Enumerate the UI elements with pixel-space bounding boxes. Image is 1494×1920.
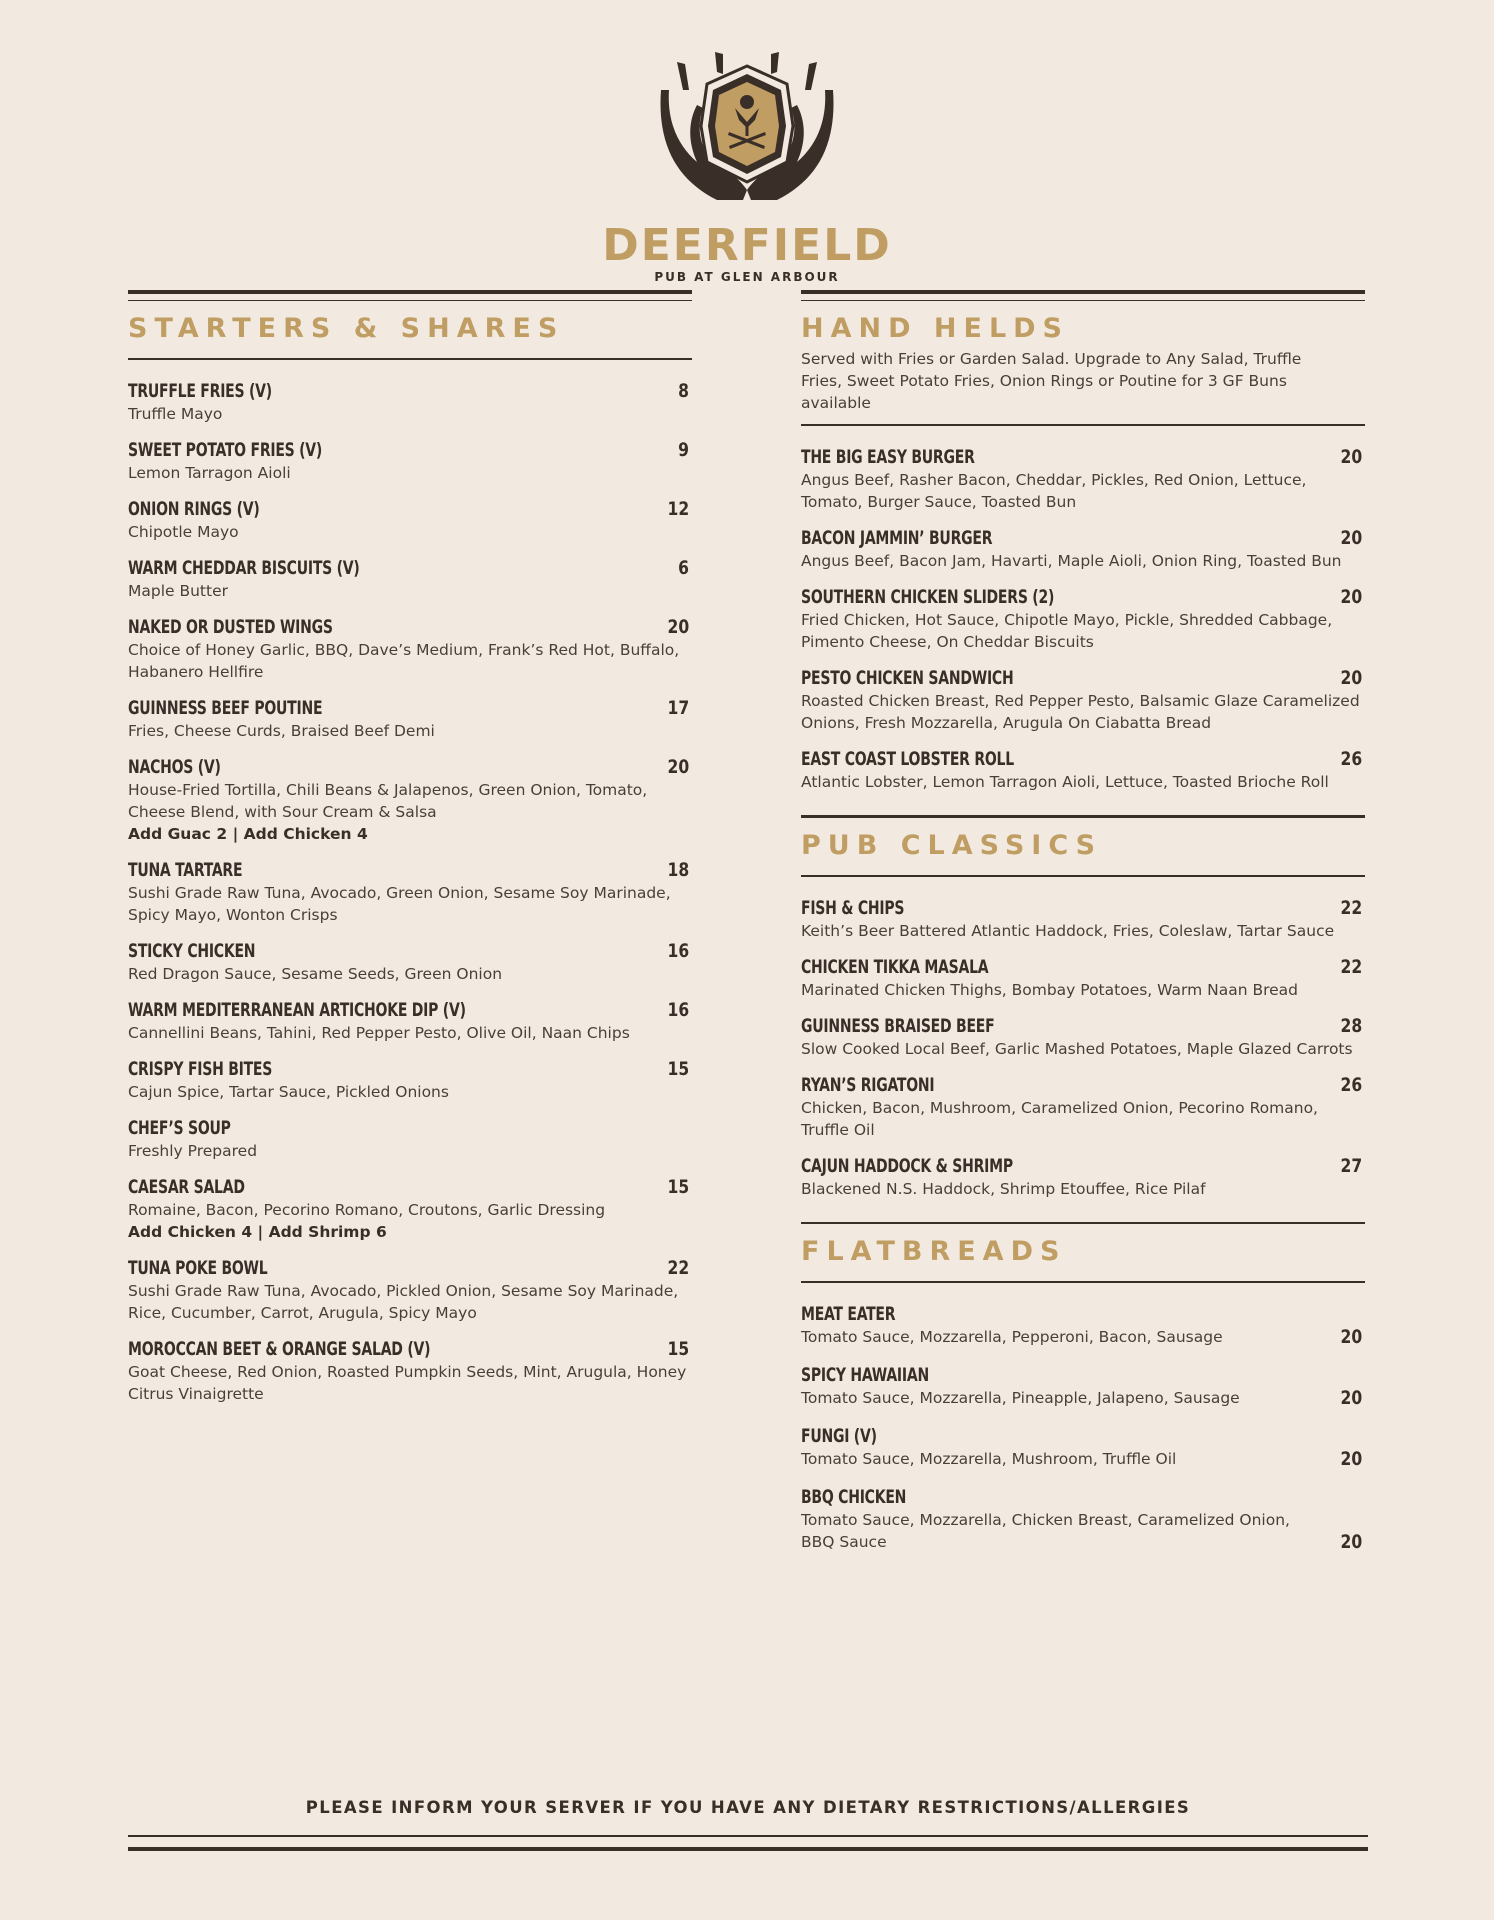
right-column — [801, 290, 1365, 1569]
menu-item-description: Cajun Spice, Tartar Sauce, Pickled Onions — [128, 1083, 449, 1101]
section-divider — [801, 815, 1365, 818]
menu-item-name: THE BIG EASY BURGER — [801, 446, 975, 468]
menu-item-header — [801, 1303, 1365, 1325]
menu-item-detail-row — [801, 1447, 1365, 1470]
menu-item-description: Choice of Honey Garlic, BBQ, Dave’s Medium, Frank’s Red Hot, Buffalo, Habanero Hellfire — [128, 641, 680, 681]
menu-item — [128, 1338, 692, 1405]
menu-item-header — [128, 557, 692, 579]
menu-item-description: Romaine, Bacon, Pecorino Romano, Croutons, Garlic Dressing — [128, 1201, 606, 1219]
menu-item-description: Cannellini Beans, Tahini, Red Pepper Pesto, Olive Oil, Naan Chips — [128, 1024, 630, 1042]
menu-item-price: 20 — [1340, 527, 1362, 549]
starters-list — [128, 360, 692, 1405]
menu-item-header — [801, 1155, 1365, 1177]
menu-item-description: Chicken, Bacon, Mushroom, Caramelized Onion, Pecorino Romano, Truffle Oil — [801, 1099, 1318, 1139]
menu-item-name: NAKED OR DUSTED WINGS — [128, 616, 333, 638]
section-divider — [801, 290, 1365, 301]
menu-item-name: MOROCCAN BEET & ORANGE SALAD (V) — [128, 1338, 431, 1360]
menu-item — [801, 1364, 1365, 1409]
menu-item-price: 9 — [677, 439, 689, 461]
menu-item-price: 22 — [667, 1257, 689, 1279]
handhelds-section — [801, 290, 1365, 793]
footer — [128, 1798, 1368, 1851]
menu-item-price: 15 — [667, 1058, 689, 1080]
menu-item-description: House-Fried Tortilla, Chili Beans & Jalapenos, Green Onion, Tomato, Cheese Blend, with Sour Cream & Salsa — [128, 781, 648, 821]
menu-item — [801, 748, 1365, 793]
menu-item-name: MEAT EATER — [801, 1303, 896, 1325]
menu-item — [801, 1155, 1365, 1200]
menu-item-name: BACON JAMMIN’ BURGER — [801, 527, 993, 549]
menu-item-description: Tomato Sauce, Mozzarella, Chicken Breast, Caramelized Onion, BBQ Sauce — [801, 1511, 1290, 1551]
menu-item-description: Blackened N.S. Haddock, Shrimp Etouffee, Rice Pilaf — [801, 1180, 1206, 1198]
menu-item-name: RYAN’S RIGATONI — [801, 1074, 935, 1096]
menu-item — [128, 380, 692, 425]
starters-section — [128, 290, 692, 1419]
menu-item-name: BBQ CHICKEN — [801, 1486, 907, 1508]
section-title-flatbreads: FLATBREADS — [801, 1236, 1067, 1267]
handhelds-intro: Served with Fries or Garden Salad. Upgrade to Any Salad, Truffle Fries, Sweet Potato Fries, Onion Rings or Poutine for 3 GF Buns available — [801, 350, 1302, 412]
menu-item — [128, 940, 692, 985]
menu-item-name: TUNA POKE BOWL — [128, 1257, 268, 1279]
menu-item-description: Fries, Cheese Curds, Braised Beef Demi — [128, 722, 435, 740]
menu-item-price: 28 — [1340, 1015, 1362, 1037]
menu-item-header — [128, 697, 692, 719]
menu-item — [128, 1176, 692, 1243]
menu-item-price: 22 — [1340, 897, 1362, 919]
menu-item-name: CAESAR SALAD — [128, 1176, 245, 1198]
menu-item-header — [128, 1338, 692, 1360]
menu-item — [128, 999, 692, 1044]
menu-item-description: Slow Cooked Local Beef, Garlic Mashed Potatoes, Maple Glazed Carrots — [801, 1040, 1353, 1058]
menu-item — [801, 956, 1365, 1001]
menu-item-header — [128, 1117, 692, 1139]
menu-item-name: SOUTHERN CHICKEN SLIDERS (2) — [801, 586, 1055, 608]
menu-item-header — [801, 897, 1365, 919]
menu-item-price: 20 — [1340, 1387, 1362, 1409]
menu-item-description: Sushi Grade Raw Tuna, Avocado, Green Onion, Sesame Soy Marinade, Spicy Mayo, Wonton Crisps — [128, 884, 671, 924]
menu-item-header — [801, 1015, 1365, 1037]
menu-item-price: 15 — [667, 1338, 689, 1360]
menu-item-header — [128, 616, 692, 638]
menu-item-header — [801, 446, 1365, 468]
menu-item — [801, 667, 1365, 734]
menu-item-header — [801, 1425, 1365, 1447]
menu-item-header — [128, 940, 692, 962]
handhelds-list — [801, 426, 1365, 793]
menu-item-name: WARM MEDITERRANEAN ARTICHOKE DIP (V) — [128, 999, 466, 1021]
footer-divider — [128, 1835, 1368, 1851]
menu-item-price: 12 — [667, 498, 689, 520]
menu-item — [128, 1117, 692, 1162]
menu-item-description: Freshly Prepared — [128, 1142, 258, 1160]
pub-classics-list — [801, 877, 1365, 1200]
menu-item-header — [801, 586, 1365, 608]
menu-item-description: Lemon Tarragon Aioli — [128, 464, 291, 482]
menu-item-detail-row — [801, 1325, 1365, 1348]
menu-item-price: 17 — [667, 697, 689, 719]
menu-item — [801, 1074, 1365, 1141]
menu-item-price: 20 — [1340, 446, 1362, 468]
menu-item-name: FISH & CHIPS — [801, 897, 905, 919]
logo — [0, 50, 1494, 284]
flatbreads-section — [801, 1222, 1365, 1553]
menu-item-header — [801, 527, 1365, 549]
flatbreads-list — [801, 1283, 1365, 1553]
menu-item-description: Red Dragon Sauce, Sesame Seeds, Green Onion — [128, 965, 503, 983]
menu-item-header — [128, 756, 692, 778]
menu-item-detail-row — [801, 1508, 1365, 1553]
menu-item — [801, 1303, 1365, 1348]
menu-item-description: Tomato Sauce, Mozzarella, Pepperoni, Bacon, Sausage — [801, 1328, 1223, 1346]
menu-item — [128, 498, 692, 543]
menu-item — [801, 1015, 1365, 1060]
menu-item-description: Chipotle Mayo — [128, 523, 239, 541]
menu-item-description: Roasted Chicken Breast, Red Pepper Pesto, Balsamic Glaze Caramelized Onions, Fresh Mozzarella, Arugula On Ciabatta Bread — [801, 692, 1360, 732]
menu-item-description: Maple Butter — [128, 582, 229, 600]
menu-item — [128, 1257, 692, 1324]
menu-item-name: CHEF’S SOUP — [128, 1117, 231, 1139]
section-title-starters: STARTERS & SHARES — [128, 313, 565, 344]
menu-item-description: Angus Beef, Bacon Jam, Havarti, Maple Aioli, Onion Ring, Toasted Bun — [801, 552, 1342, 570]
brand-subtitle: PUB AT GLEN ARBOUR — [654, 270, 840, 284]
menu-item-price: 26 — [1340, 748, 1362, 770]
menu-item-description: Keith’s Beer Battered Atlantic Haddock, Fries, Coleslaw, Tartar Sauce — [801, 922, 1335, 940]
section-divider — [801, 1222, 1365, 1224]
menu-item-header — [801, 956, 1365, 978]
menu-item-description: Marinated Chicken Thighs, Bombay Potatoes, Warm Naan Bread — [801, 981, 1298, 999]
menu-item — [128, 557, 692, 602]
menu-item-price: 20 — [1340, 586, 1362, 608]
menu-item — [801, 1486, 1365, 1553]
menu-item — [801, 446, 1365, 513]
menu-item-name: GUINNESS BEEF POUTINE — [128, 697, 323, 719]
menu-item-name: NACHOS (V) — [128, 756, 221, 778]
menu-item-name: WARM CHEDDAR BISCUITS (V) — [128, 557, 360, 579]
menu-item-name: SPICY HAWAIIAN — [801, 1364, 929, 1386]
menu-item-header — [128, 498, 692, 520]
menu-item-description: Atlantic Lobster, Lemon Tarragon Aioli, Lettuce, Toasted Brioche Roll — [801, 773, 1329, 791]
menu-item-price: 27 — [1340, 1155, 1362, 1177]
menu-item-description: Tomato Sauce, Mozzarella, Pineapple, Jalapeno, Sausage — [801, 1389, 1240, 1407]
menu-item-name: TRUFFLE FRIES (V) — [128, 380, 272, 402]
menu-item-name: PESTO CHICKEN SANDWICH — [801, 667, 1014, 689]
allergy-notice: PLEASE INFORM YOUR SERVER IF YOU HAVE ANY DIETARY RESTRICTIONS/ALLERGIES — [305, 1798, 1191, 1817]
menu-item-name: CAJUN HADDOCK & SHRIMP — [801, 1155, 1013, 1177]
menu-item — [801, 586, 1365, 653]
menu-item-price: 16 — [667, 940, 689, 962]
menu-item-header — [128, 1176, 692, 1198]
menu-item-name: GUINNESS BRAISED BEEF — [801, 1015, 995, 1037]
menu-item-name: EAST COAST LOBSTER ROLL — [801, 748, 1014, 770]
menu-item-price: 20 — [1340, 1531, 1362, 1553]
pub-classics-section — [801, 815, 1365, 1200]
menu-item-price: 20 — [1340, 667, 1362, 689]
menu-item-description: Sushi Grade Raw Tuna, Avocado, Pickled Onion, Sesame Soy Marinade, Rice, Cucumber, Carrot, Arugula, Spicy Mayo — [128, 1282, 679, 1322]
brand-name: DEERFIELD — [602, 220, 892, 271]
menu-item-addons: Add Guac 2 | Add Chicken 4 — [128, 825, 368, 843]
menu-item-name: CRISPY FISH BITES — [128, 1058, 273, 1080]
menu-item-price: 6 — [677, 557, 689, 579]
menu-item-price: 15 — [667, 1176, 689, 1198]
section-divider — [128, 290, 692, 301]
menu-item — [128, 756, 692, 845]
menu-item-header — [128, 1058, 692, 1080]
menu-item-description: Truffle Mayo — [128, 405, 223, 423]
menu-item-description: Tomato Sauce, Mozzarella, Mushroom, Truffle Oil — [801, 1450, 1177, 1468]
menu-item-header — [128, 380, 692, 402]
menu-item-description: Fried Chicken, Hot Sauce, Chipotle Mayo, Pickle, Shredded Cabbage, Pimento Cheese, On Cheddar Biscuits — [801, 611, 1333, 651]
menu-item-header — [801, 748, 1365, 770]
menu-item — [128, 697, 692, 742]
menu-item-price: 20 — [1340, 1326, 1362, 1348]
menu-item-name: ONION RINGS (V) — [128, 498, 260, 520]
menu-item-addons: Add Chicken 4 | Add Shrimp 6 — [128, 1223, 387, 1241]
menu-item — [128, 859, 692, 926]
menu-item — [801, 527, 1365, 572]
menu-item-price: 20 — [667, 616, 689, 638]
menu-item-name: FUNGI (V) — [801, 1425, 877, 1447]
menu-item-header — [801, 1074, 1365, 1096]
menu-item-name: CHICKEN TIKKA MASALA — [801, 956, 989, 978]
menu-item — [128, 616, 692, 683]
menu-item-header — [801, 667, 1365, 689]
menu-item-price: 8 — [677, 380, 689, 402]
menu-item — [801, 897, 1365, 942]
menu-item-header — [128, 859, 692, 881]
menu-item — [128, 439, 692, 484]
menu-item-header — [801, 1364, 1365, 1386]
menu-item-price: 26 — [1340, 1074, 1362, 1096]
section-title-pub-classics: PUB CLASSICS — [801, 830, 1103, 861]
menu-item-price: 16 — [667, 999, 689, 1021]
menu-item-name: STICKY CHICKEN — [128, 940, 256, 962]
menu-item-detail-row — [801, 1386, 1365, 1409]
menu-item-name: TUNA TARTARE — [128, 859, 243, 881]
menu-item-price: 18 — [667, 859, 689, 881]
menu-item-description: Angus Beef, Rasher Bacon, Cheddar, Pickles, Red Onion, Lettuce, Tomato, Burger Sauce, Toasted Bun — [801, 471, 1307, 511]
menu-item-header — [128, 999, 692, 1021]
section-title-handhelds: HAND HELDS — [801, 313, 1070, 344]
menu-item-header — [128, 1257, 692, 1279]
menu-item — [128, 1058, 692, 1103]
deer-antler-crest-icon — [647, 50, 847, 210]
menu-item-price: 20 — [1340, 1448, 1362, 1470]
menu-item-description: Goat Cheese, Red Onion, Roasted Pumpkin Seeds, Mint, Arugula, Honey Citrus Vinaigrette — [128, 1363, 687, 1403]
menu-item — [801, 1425, 1365, 1470]
menu-item-header — [801, 1486, 1365, 1508]
menu-item-price: 20 — [667, 756, 689, 778]
menu-item-name: SWEET POTATO FRIES (V) — [128, 439, 323, 461]
menu-item-price: 22 — [1340, 956, 1362, 978]
menu-item-header — [128, 439, 692, 461]
